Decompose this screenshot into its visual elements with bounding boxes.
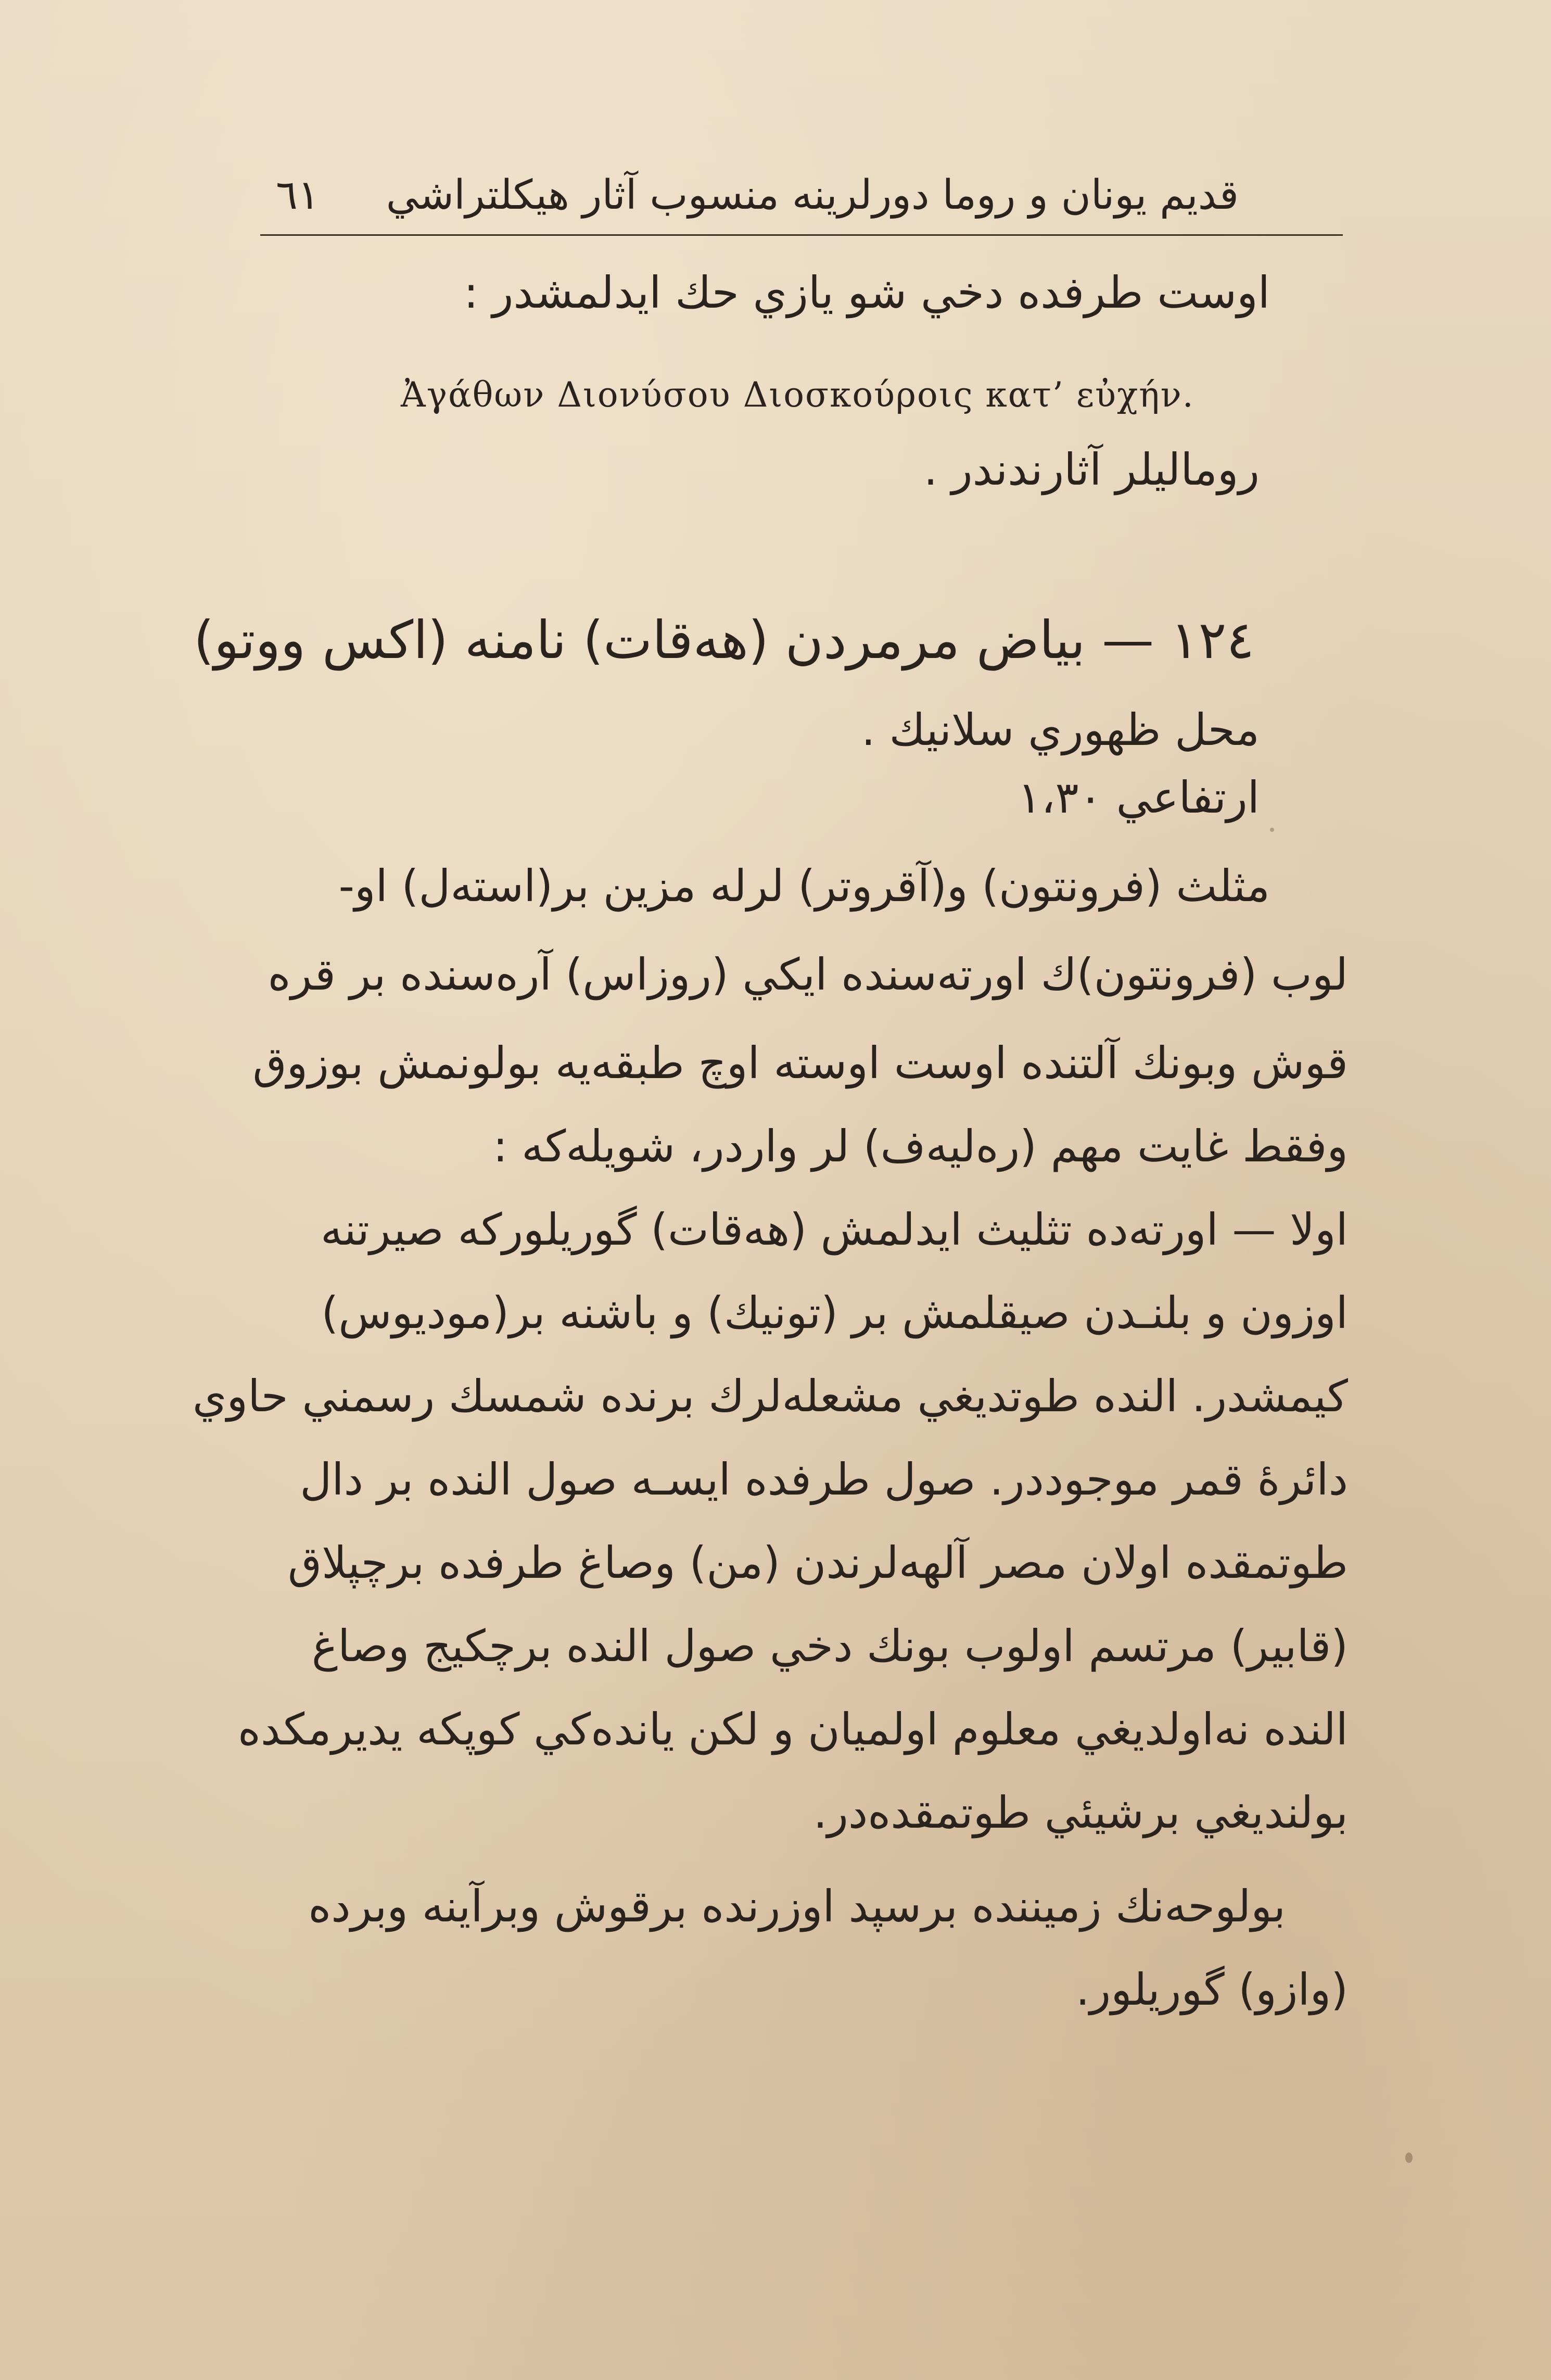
header-rule (260, 234, 1343, 236)
text-line: مثلث (فرونتون) و(آقروتر) لرله مزين بر(استه‌ل) او- (338, 860, 1270, 912)
text-line: بولنديغي برشيئي طوتمقده‌در. (813, 1787, 1348, 1838)
text-line: اوست طرفده دخي شو يازي حك ايدلمشدر : (463, 267, 1270, 318)
text-line: كيمشدر. النده طوتديغي مشعله‌لرك برنده شمسك رسمني حاوي (192, 1371, 1348, 1422)
text-line: اوزون و بلنـدن صيقلمش بر (تونيك) و باشنه بر(موديوس) (321, 1287, 1348, 1338)
text-line: قوش وبونك آلتنده اوست اوسته اوچ طبقه‌يه بولونمش بوزوق (252, 1037, 1348, 1088)
text-line: دائرهٔ قمر موجوددر. صول طرفده ايسـه صول النده بر دال (300, 1454, 1348, 1505)
text-line: النده نه‌اولديغي معلوم اولميان و لكن يانده‌كي كوپكه يديرمكده (237, 1704, 1348, 1755)
page-number: ٦١ (276, 172, 320, 219)
ink-spot (1270, 828, 1274, 832)
text-line: بولوحه‌نك زميننده برسپد اوزرنده برقوش وبرآينه وبرده (308, 1881, 1286, 1932)
running-title: قديم يونان و روما دورلرينه منسوب آثار هيكلتراشي (386, 172, 1239, 219)
text-line: وفقط غايت مهم (ره‌ليه‌ف) لر واردر، شويله‌كه : (493, 1121, 1348, 1172)
text-line: طوتمقده اولان مصر آلهه‌لرندن (من) وصاغ طرفده برچپلاق (288, 1537, 1348, 1588)
text-line: (قابير) مرتسم اولوب بونك دخي صول النده برچكيج وصاغ (311, 1621, 1348, 1672)
greek-inscription: Ἀγάθων Διονύσου Διοσκούροις κατ’ εὐχήν. (401, 375, 1194, 415)
page-header (271, 161, 1249, 239)
entry-height: ارتفاعي ١،٣٠ (1018, 772, 1260, 823)
entry-place: محل ظهوري سلانيك . (861, 704, 1260, 755)
text-line: روماليلر آثارندندر . (923, 444, 1260, 495)
ink-spot (1405, 2153, 1413, 2163)
text-line: اولا — اورته‌ده تثليث ايدلمش (هه‌قات) گوريلوركه صيرتنه (320, 1204, 1348, 1255)
text-line: لوب (فرونتون)ك اورته‌سنده ايكي (روزاس) آره‌سنده بر قره (268, 949, 1348, 1000)
text-line: (وازو) گوريلور. (1075, 1964, 1348, 2015)
entry-title: ١٢٤ — بياض مرمردن (هه‌قات) نامنه (اكس ووتو) (194, 610, 1254, 670)
